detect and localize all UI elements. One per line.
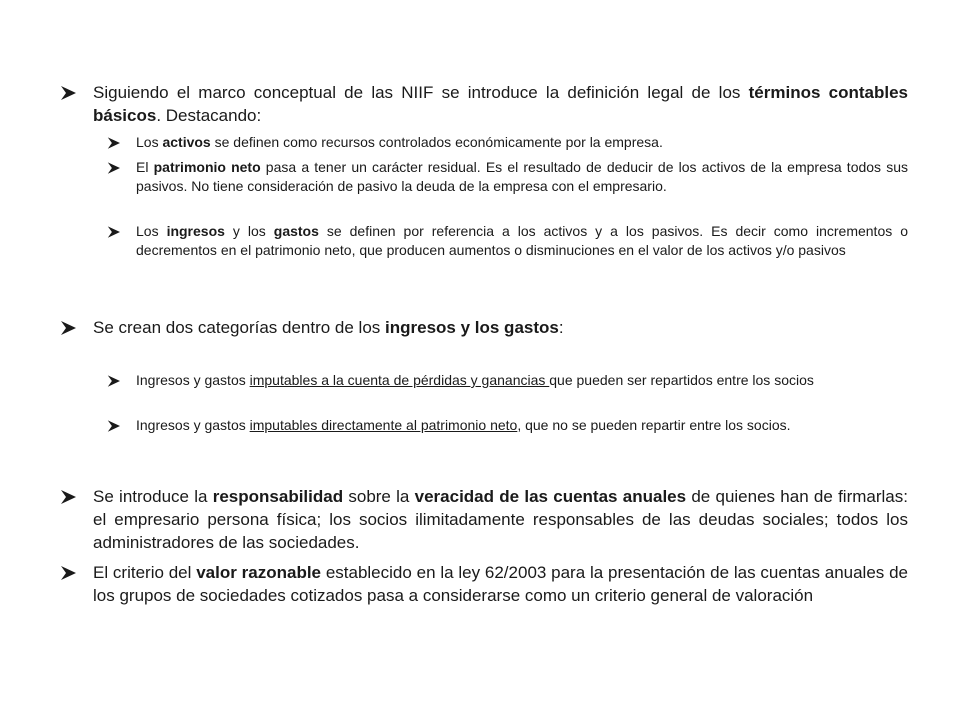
bullet-text: El patrimonio neto pasa a tener un carácter residual. Es el resultado de deducir de los activos de la empresa todos sus pasivos. No tiene consideración de pasivo la deuda de la empresa con el empresario. [136,159,908,194]
bullet-text: Ingresos y gastos imputables a la cuenta de pérdidas y ganancias que pueden ser repartidos entre los socios [136,372,814,388]
sub-bullet-perdidas-ganancias [107,371,908,390]
bullet-text: Ingresos y gastos imputables directamente al patrimonio neto, que no se pueden repartir entre los socios. [136,417,791,433]
arrowhead-bullet-icon [107,416,136,435]
bullet-item-responsabilidad [60,485,908,554]
bullet-text: Los ingresos y los gastos se definen por referencia a los activos y a los pasivos. Es decir como incrementos o decrementos en el patrimonio neto, que producen aumentos o disminuciones en el valor de los activos y/o pasivos [136,223,908,258]
arrowhead-bullet-icon [60,485,93,554]
sub-bullet-patrimonio-neto [107,158,908,196]
arrowhead-bullet-icon [60,561,93,607]
bullet-text: Siguiendo el marco conceptual de las NIIF se introduce la definición legal de los términos contables básicos. Destacando: [93,83,909,125]
arrowhead-bullet-icon [60,316,93,339]
bullet-text: Se crean dos categorías dentro de los ingresos y los gastos: [93,318,564,337]
arrowhead-bullet-icon [107,371,136,390]
sub-bullet-ingresos-gastos [107,222,908,260]
bullet-text: Se introduce la responsabilidad sobre la veracidad de las cuentas anuales de quienes han de firmarlas: el empresario persona física; los socios ilimitadamente responsables de las deudas sociales; todos los administradores de las sociedades. [93,487,908,552]
sub-bullet-activos [107,133,908,152]
arrowhead-bullet-icon [107,133,136,152]
bullet-item-valor-razonable [60,561,908,607]
bullet-item-categorias [60,316,908,339]
arrowhead-bullet-icon [60,81,93,127]
arrowhead-bullet-icon [107,158,136,196]
bullet-text: El criterio del valor razonable establecido en la ley 62/2003 para la presentación de las cuentas anuales de los grupos de sociedades cotizados pasa a considerarse como un criterio general de valoración [93,563,908,605]
bullet-text: Los activos se definen como recursos controlados económicamente por la empresa. [136,134,663,150]
sub-bullet-patrimonio-directo [107,416,908,435]
bullet-item-terminos-contables [60,81,908,127]
arrowhead-bullet-icon [107,222,136,260]
